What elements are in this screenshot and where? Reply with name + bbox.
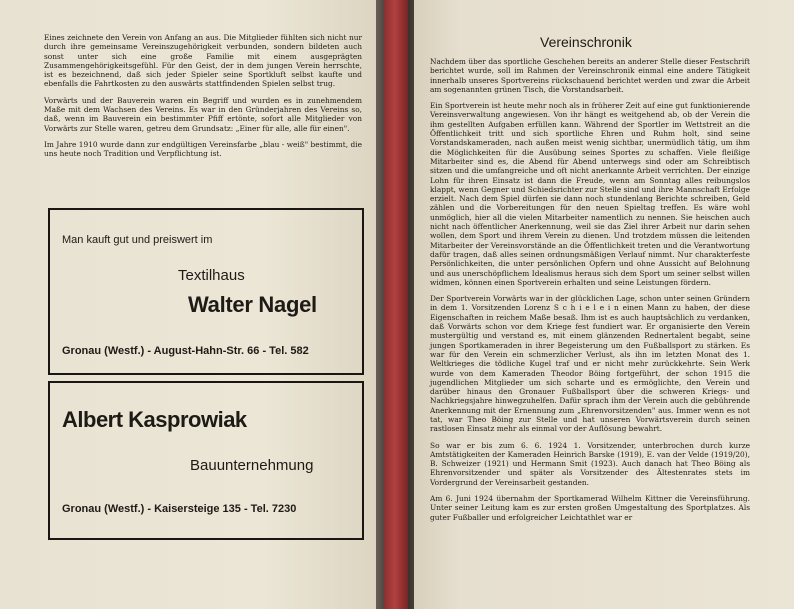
left-page-text [44,33,362,166]
ad-trade: Bauunternehmung [190,457,314,474]
right-paragraph-4: So war er bis zum 6. 6. 1924 1. Vorsitzender, unterbrochen durch kurze Amtstätigkeiten der Kameraden Heinrich Barske (1919), E. van der Velde (1919/20), B. Schweizer (1921) und Hermann Smit (1923). Auch danach hat Theo Böing als Ehrenvorsitzender und später als Vorsitzender des Ältestenrates stets im Vordergrund der Vereinsarbeit gestanden. [430,440,750,487]
ad-intro-text: Man kauft gut und preiswert im [62,234,213,246]
advertisement-bauunternehmung [48,381,364,540]
right-paragraph-2: Ein Sportverein ist heute mehr noch als in früherer Zeit auf eine gut funktionierende Vereinsverwaltung angewiesen. Von ihr hängt es weitgehend ab, ob der Verein die ihm gestellten Aufgaben erfüllen kann. Während der Sportler im Wettstreit an die Öffentlichkeit tritt und sich sportliche Ehren und Ruhm holt, sind seine Vorstandskameraden, nach außen meist wenig sichtbar, unermüdlich tätig, um ihm die Möglichkeiten für die Ausübung seines Sportes zu schaffen. Viele fleißige Mitarbeiter sind es, die Abend für Abend unterwegs sind oder am Schreibtisch sitzen und die umfangreiche und oft nicht anerkannte Arbeit verrichten. Der einzige Lohn für ihren Einsatz ist dann die Freude, wenn am Sonntag alles reibungslos klappt, wenn Gegner und Schiedsrichter zur Stelle sind und ihre Mannschaft Erfolge erzielt. Nach dem Spiel dürfen sie dann noch stundenlang Berichte schreiben, Geld zählen und die Vorbereitungen für den neuen Spieltag treffen. Es wäre wohl unmöglich, hier all die vielen Mitarbeiter namentlich zu nennen. Sie heischen auch nicht nach öffentlicher Anerkennung, weil sie das Ziel ihrer Arbeit nur darin sehen wollen, dem Sport und ihrem Verein zu dienen. Und trotzdem müssen die leitenden Mitarbeiter der Vereinsvorstände an die Öffentlichkeit treten und die Verantwortung dafür tragen, daß alles seinen ordnungsmäßigen Verlauf nimmt. Nur charakterfeste Persönlichkeiten, die unter persönlichen Opfern und ohne Aussicht auf Belohnung und aus unerschöpflichem Idealismus heraus sich dem Sport um seiner selbst willen widmen, können einen Sportverein erhalten und seine Leistungen fördern. [430,101,750,287]
right-paragraph-5: Am 6. Juni 1924 übernahm der Sportkamerad Wilhelm Kittner die Vereinsführung. Unter seiner Leitung kam es zur ersten großen Umgestaltung des Sportplatzes. Als guter Fußballer und erfolgreicher Leichtathlet war er [430,494,750,522]
advertisement-textilhaus [48,208,364,375]
book-spine-binding [384,0,408,609]
ad-business-name: Walter Nagel [188,292,317,317]
right-page-text [430,57,750,529]
left-paragraph-3: Im Jahre 1910 wurde dann zur endgültigen Vereinsfarbe „blau - weiß" bestimmt, die uns heute noch Tradition und Verpflichtung ist. [44,139,362,159]
ad-address: Gronau (Westf.) - August-Hahn-Str. 66 - Tel. 582 [62,345,309,357]
ad-address: Gronau (Westf.) - Kaisersteige 135 - Tel. 7230 [62,503,297,515]
right-paragraph-1: Nachdem über das sportliche Geschehen bereits an anderer Stelle dieser Festschrift berichtet wurde, soll im Rahmen der Vereinschronik einmal eine andere Tätigkeit innerhalb unseres Sportvereins rückschauend berichtet werden und zwar die Arbeit am sogenannten grünen Tisch, die Vorstandsarbeit. [430,57,750,94]
page-title: Vereinschronik [540,34,632,50]
right-paragraph-3: Der Sportverein Vorwärts war in der glücklichen Lage, schon unter seinen Gründern in dem 1. Vorsitzenden Lorenz S c h i e l e i n einen Mann zu haben, der diese Eigenschaften in reichem Maße besaß. Ihm ist es auch hauptsächlich zu verdanken, daß Vorwärts schon vor dem Kriege fest fundiert war. Er organisierte den Verein mustergültig und verstand es, mit einem glänzenden Rednertalent begabt, seine jungen Sportkameraden in ihrer Begeisterung um den Fußballsport zu stärken. Es war für den Verein ein schmerzlicher Verlust, als ihn im letzten Monat des 1. Weltkrieges die tödliche Kugel traf und er nicht mehr zurückkehrte. Sein Werk wurde von dem Kameraden Theodor Böing fortgeführt, der schon 1915 die jugendlichen Mitglieder um sich scharte und es ermöglichte, den Verein und darüber hinaus den Gronauer Fußballsport über die schweren Kriegs- und Nachkriegsjahre hinwegzuhelfen. Dafür sprach ihm der Verein auch die gebührende Anerkennung mit der Ernennung zum „Ehrenvorsitzenden" aus. Immer wenn es not tat, war Theo Böing zur Stelle und hat unseren Vorwärtsverein durch seinen rastlosen Einsatz mehr als einmal vor der Auflösung bewahrt. [430,294,750,434]
left-paragraph-2: Vorwärts und der Bauverein waren ein Begriff und wurden es in zunehmendem Maße mit dem Wachsen des Vereins. Es war in den Gründerjahren des Vereins so, daß, wenn im Bauverein ein bestimmter Pfiff ertönte, sofort alle Mitglieder von Vorwärts zur Stelle waren, getreu dem Grundsatz: „Einer für alle, alle für einen". [44,95,362,133]
ad-shop-type: Textilhaus [178,267,245,284]
ad-business-name: Albert Kasprowiak [62,407,247,432]
left-paragraph-1: Eines zeichnete den Verein von Anfang an aus. Die Mitglieder fühlten sich nicht nur durch ihre gemeinsame Vereinszugehörigkeit verbunden, sondern bildeten auch sonst unter sich eine große Familie mit einem ausgeprägten Zusammengehörigkeitsgefühl. Für den Geist, der in dem jungen Verein herrschte, ist es bezeichnend, daß sich jeder Spieler seine Sportkluft selbst kaufte und ebenfalls die Fahrtkosten zu den auswärts stattfindenden Spielen selbst trug. [44,33,362,89]
